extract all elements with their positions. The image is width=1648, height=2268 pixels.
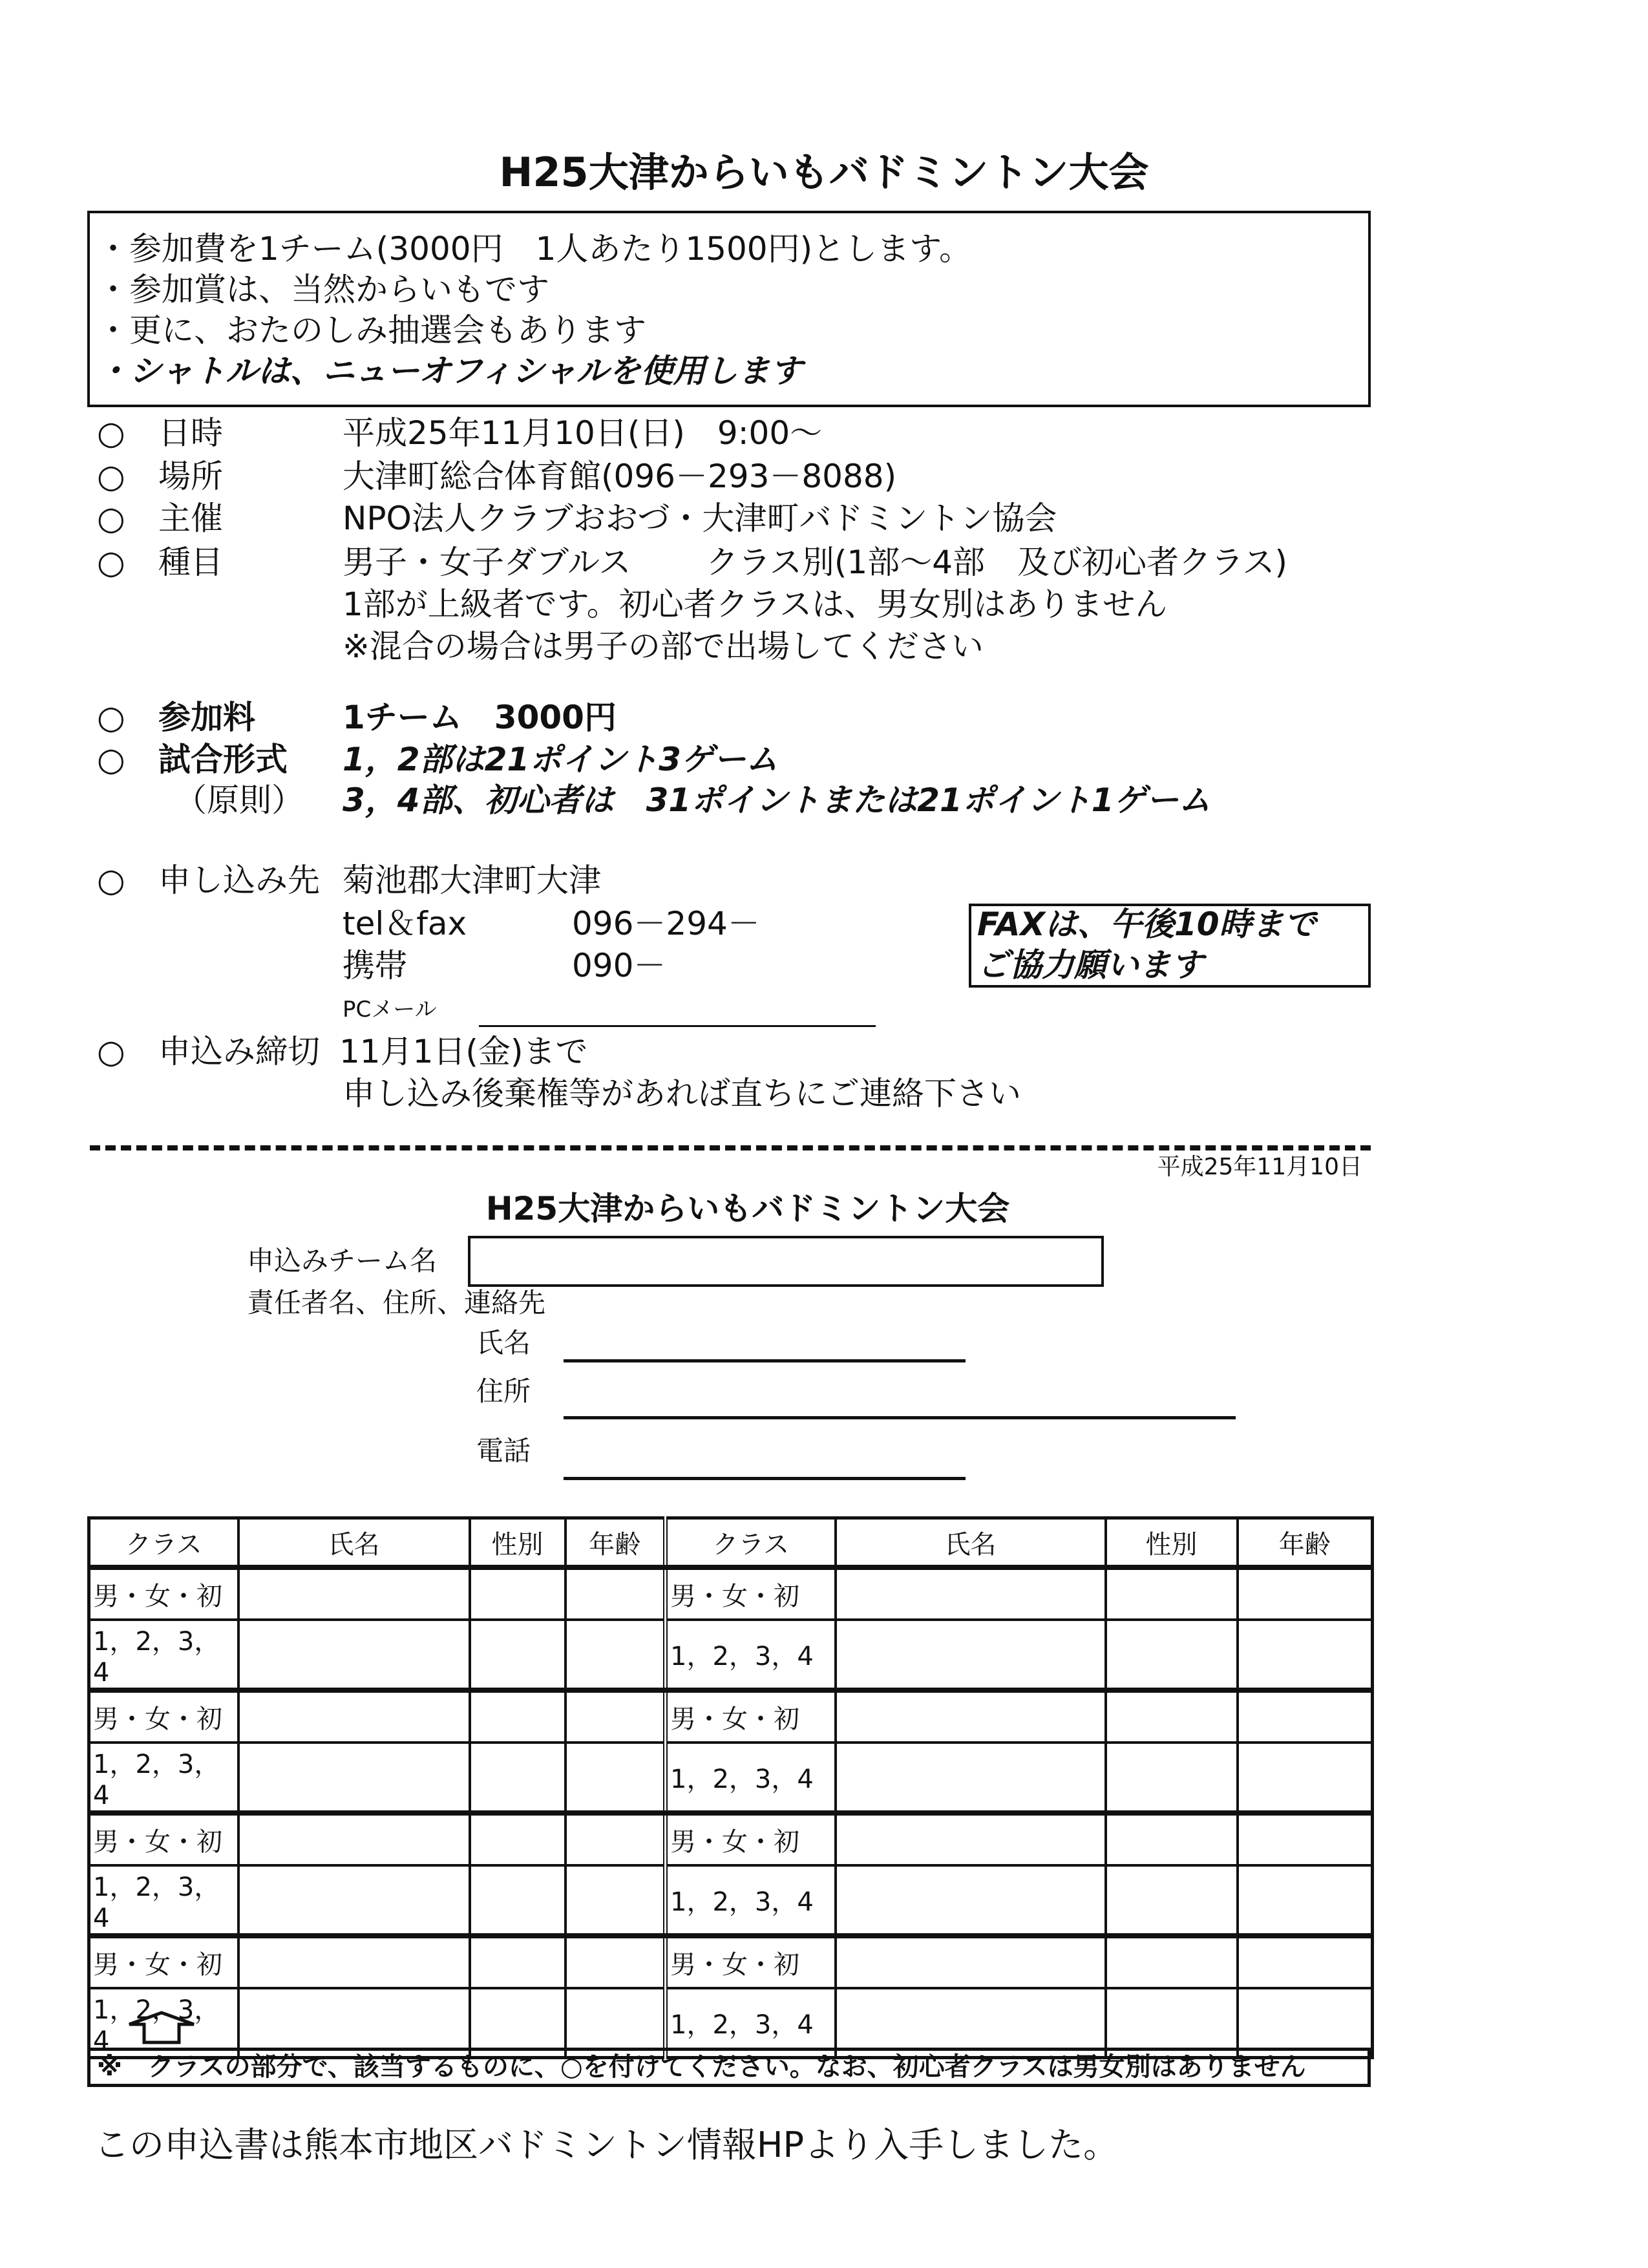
name-cell[interactable]: [238, 1865, 470, 1936]
venue-value: 大津町総合体育館(096－293－8088): [343, 458, 897, 495]
tel-label: tel＆fax: [343, 905, 467, 942]
notice-shuttle: ・シャトルは、ニューオフィシャルを使用します: [97, 352, 803, 390]
name-cell[interactable]: [238, 1620, 470, 1690]
gender-cell[interactable]: [470, 1813, 565, 1865]
bullet-icon: ○: [97, 458, 125, 495]
form-title: H25大津からいもバドミントン大会: [485, 1190, 1010, 1227]
age-cell[interactable]: [1238, 1936, 1373, 1988]
table-row: [89, 1690, 1373, 1743]
header-name: 氏名: [836, 1518, 1106, 1568]
rep-phone-label: 電話: [476, 1435, 531, 1467]
class-gender-cell[interactable]: 男・女・初: [666, 1813, 836, 1865]
gender-cell[interactable]: [1106, 1865, 1238, 1936]
bullet-icon: ○: [97, 862, 125, 899]
age-cell[interactable]: [1238, 1567, 1373, 1620]
age-cell[interactable]: [565, 1865, 666, 1936]
name-cell[interactable]: [238, 1743, 470, 1813]
header-gender: 性別: [1106, 1518, 1238, 1568]
header-name: 氏名: [238, 1518, 470, 1568]
gender-cell[interactable]: [470, 1936, 565, 1988]
rep-name-field[interactable]: [564, 1359, 966, 1362]
table-row: [89, 1865, 1373, 1936]
class-note: ※ クラスの部分で、該当するものに、○を付けてください。なお、初心者クラスは男女別はありません: [97, 2052, 1306, 2082]
class-gender-cell[interactable]: 男・女・初: [666, 1936, 836, 1988]
mobile-value: 090－: [572, 947, 666, 984]
gender-cell[interactable]: [470, 1743, 565, 1813]
header-gender: 性別: [470, 1518, 565, 1568]
class-level-cell[interactable]: 1，2，3，4: [89, 1620, 238, 1690]
mobile-label: 携帯: [343, 947, 407, 984]
deadline-note: 申し込み後棄権等があれば直ちにご連絡下さい: [343, 1075, 1021, 1112]
table-row: [89, 1620, 1373, 1690]
source-footer: この申込書は熊本市地区バドミントン情報HPより入手しました。: [94, 2125, 1119, 2165]
class-gender-cell[interactable]: 男・女・初: [89, 1936, 238, 1988]
bullet-icon: ○: [97, 699, 125, 736]
organizer-value: NPO法人クラブおおづ・大津町バドミントン協会: [343, 500, 1057, 537]
age-cell[interactable]: [1238, 1690, 1373, 1743]
age-cell[interactable]: [565, 1743, 666, 1813]
gender-cell[interactable]: [1106, 1743, 1238, 1813]
notice-lottery: ・更に、おたのしみ抽選会もあります: [97, 312, 646, 349]
events-value: 男子・女子ダブルス クラス別(1部～4部 及び初心者クラス): [343, 544, 1288, 581]
organizer-label: 主催: [158, 500, 223, 537]
name-cell[interactable]: [238, 1813, 470, 1865]
gender-cell[interactable]: [1106, 1813, 1238, 1865]
header-class: クラス: [89, 1518, 238, 1568]
name-cell[interactable]: [836, 1620, 1106, 1690]
name-cell[interactable]: [836, 1813, 1106, 1865]
bullet-icon: ○: [97, 544, 125, 581]
gender-cell[interactable]: [1106, 1936, 1238, 1988]
fax-note-line2: ご協力願います: [977, 946, 1203, 984]
class-gender-cell[interactable]: 男・女・初: [89, 1567, 238, 1620]
class-level-cell[interactable]: 1，2，3，4: [666, 1865, 836, 1936]
format-label: 試合形式: [158, 741, 288, 778]
rep-phone-field[interactable]: [564, 1477, 966, 1480]
age-cell[interactable]: [565, 1813, 666, 1865]
events-label: 種目: [158, 544, 223, 581]
class-gender-cell[interactable]: 男・女・初: [666, 1690, 836, 1743]
notice-fee: ・参加費を1チーム(3000円 1人あたり1500円)とします。: [97, 230, 972, 268]
apply-label: 申し込み先: [158, 862, 320, 899]
class-level-cell[interactable]: 1，2，3，4: [666, 1988, 836, 2058]
gender-cell[interactable]: [470, 1567, 565, 1620]
format-value-2: 3，4部、初心者は 31ポイントまたは21ポイント1ゲーム: [343, 781, 1211, 819]
age-cell[interactable]: [565, 1936, 666, 1988]
age-cell[interactable]: [565, 1690, 666, 1743]
table-row: [89, 1936, 1373, 1988]
class-level-cell[interactable]: 1，2，3，4: [89, 1743, 238, 1813]
tel-value: 096－294－: [572, 905, 760, 942]
rep-address-label: 住所: [476, 1375, 531, 1407]
form-date: 平成25年11月10日: [1157, 1154, 1362, 1180]
class-level-cell[interactable]: 1，2，3，4: [666, 1743, 836, 1813]
format-sublabel: （原則）: [174, 781, 304, 819]
age-cell[interactable]: [565, 1620, 666, 1690]
age-cell[interactable]: [1238, 1865, 1373, 1936]
format-value: 1，2部は21ポイント3ゲーム: [343, 741, 778, 778]
age-cell[interactable]: [1238, 1813, 1373, 1865]
name-cell[interactable]: [238, 1690, 470, 1743]
page-title: H25大津からいもバドミントン大会: [499, 149, 1149, 196]
rep-name-label: 氏名: [476, 1327, 531, 1359]
gender-cell[interactable]: [470, 1690, 565, 1743]
class-level-cell[interactable]: 1，2，3，4: [89, 1865, 238, 1936]
fax-note-line1: FAXは、午後10時まで: [977, 906, 1316, 943]
gender-cell[interactable]: [470, 1620, 565, 1690]
table-row: [89, 1813, 1373, 1865]
gender-cell[interactable]: [1106, 1690, 1238, 1743]
apply-address: 菊池郡大津町大津: [343, 862, 601, 899]
name-cell[interactable]: [836, 1690, 1106, 1743]
class-gender-cell[interactable]: 男・女・初: [666, 1567, 836, 1620]
team-name-label: 申込みチーム名: [247, 1245, 438, 1277]
fee-label: 参加料: [158, 699, 255, 736]
name-cell[interactable]: [238, 1567, 470, 1620]
events-mixed-note: ※混合の場合は男子の部で出場してください: [343, 628, 984, 665]
header-age: 年齢: [1238, 1518, 1373, 1568]
bullet-icon: ○: [97, 414, 125, 452]
age-cell[interactable]: [565, 1567, 666, 1620]
table-header-row: [89, 1518, 1373, 1568]
bullet-icon: ○: [97, 1033, 125, 1070]
bullet-icon: ○: [97, 500, 125, 537]
datetime-value: 平成25年11月10日(日) 9:00～: [343, 414, 823, 452]
name-cell[interactable]: [836, 1865, 1106, 1936]
class-gender-cell[interactable]: 男・女・初: [89, 1690, 238, 1743]
gender-cell[interactable]: [470, 1865, 565, 1936]
representative-label: 責任者名、住所、連絡先: [247, 1287, 546, 1319]
age-cell[interactable]: [1238, 1743, 1373, 1813]
deadline-label: 申込み締切: [158, 1035, 320, 1068]
cut-line: [90, 1145, 1371, 1150]
rep-address-field[interactable]: [564, 1416, 1236, 1419]
venue-label: 場所: [158, 458, 223, 495]
gender-cell[interactable]: [1106, 1620, 1238, 1690]
entry-table: [87, 1516, 1374, 2059]
email-label: PCメール: [343, 997, 437, 1023]
bullet-icon: ○: [97, 741, 125, 778]
notice-prize: ・参加賞は、当然からいもです: [97, 271, 549, 308]
name-cell[interactable]: [836, 1936, 1106, 1988]
events-note: 1部が上級者です。初心者クラスは、男女別はありません: [343, 586, 1168, 623]
table-row: [89, 1743, 1373, 1813]
class-level-cell[interactable]: 1，2，3，4: [89, 1988, 238, 2058]
deadline-value: 11月1日(金)まで: [339, 1033, 588, 1070]
age-cell[interactable]: [1238, 1620, 1373, 1690]
name-cell[interactable]: [836, 1567, 1106, 1620]
email-line: [479, 1025, 876, 1027]
fee-value: 1チーム 3000円: [343, 699, 617, 736]
class-level-cell[interactable]: 1，2，3，4: [666, 1620, 836, 1690]
table-row: [89, 1567, 1373, 1620]
name-cell[interactable]: [836, 1743, 1106, 1813]
header-class: クラス: [666, 1518, 836, 1568]
up-arrow-icon: [126, 2010, 197, 2046]
team-name-field[interactable]: [468, 1236, 1104, 1287]
header-age: 年齢: [565, 1518, 666, 1568]
name-cell[interactable]: [238, 1936, 470, 1988]
class-gender-cell[interactable]: 男・女・初: [89, 1813, 238, 1865]
gender-cell[interactable]: [1106, 1567, 1238, 1620]
datetime-label: 日時: [158, 414, 223, 452]
